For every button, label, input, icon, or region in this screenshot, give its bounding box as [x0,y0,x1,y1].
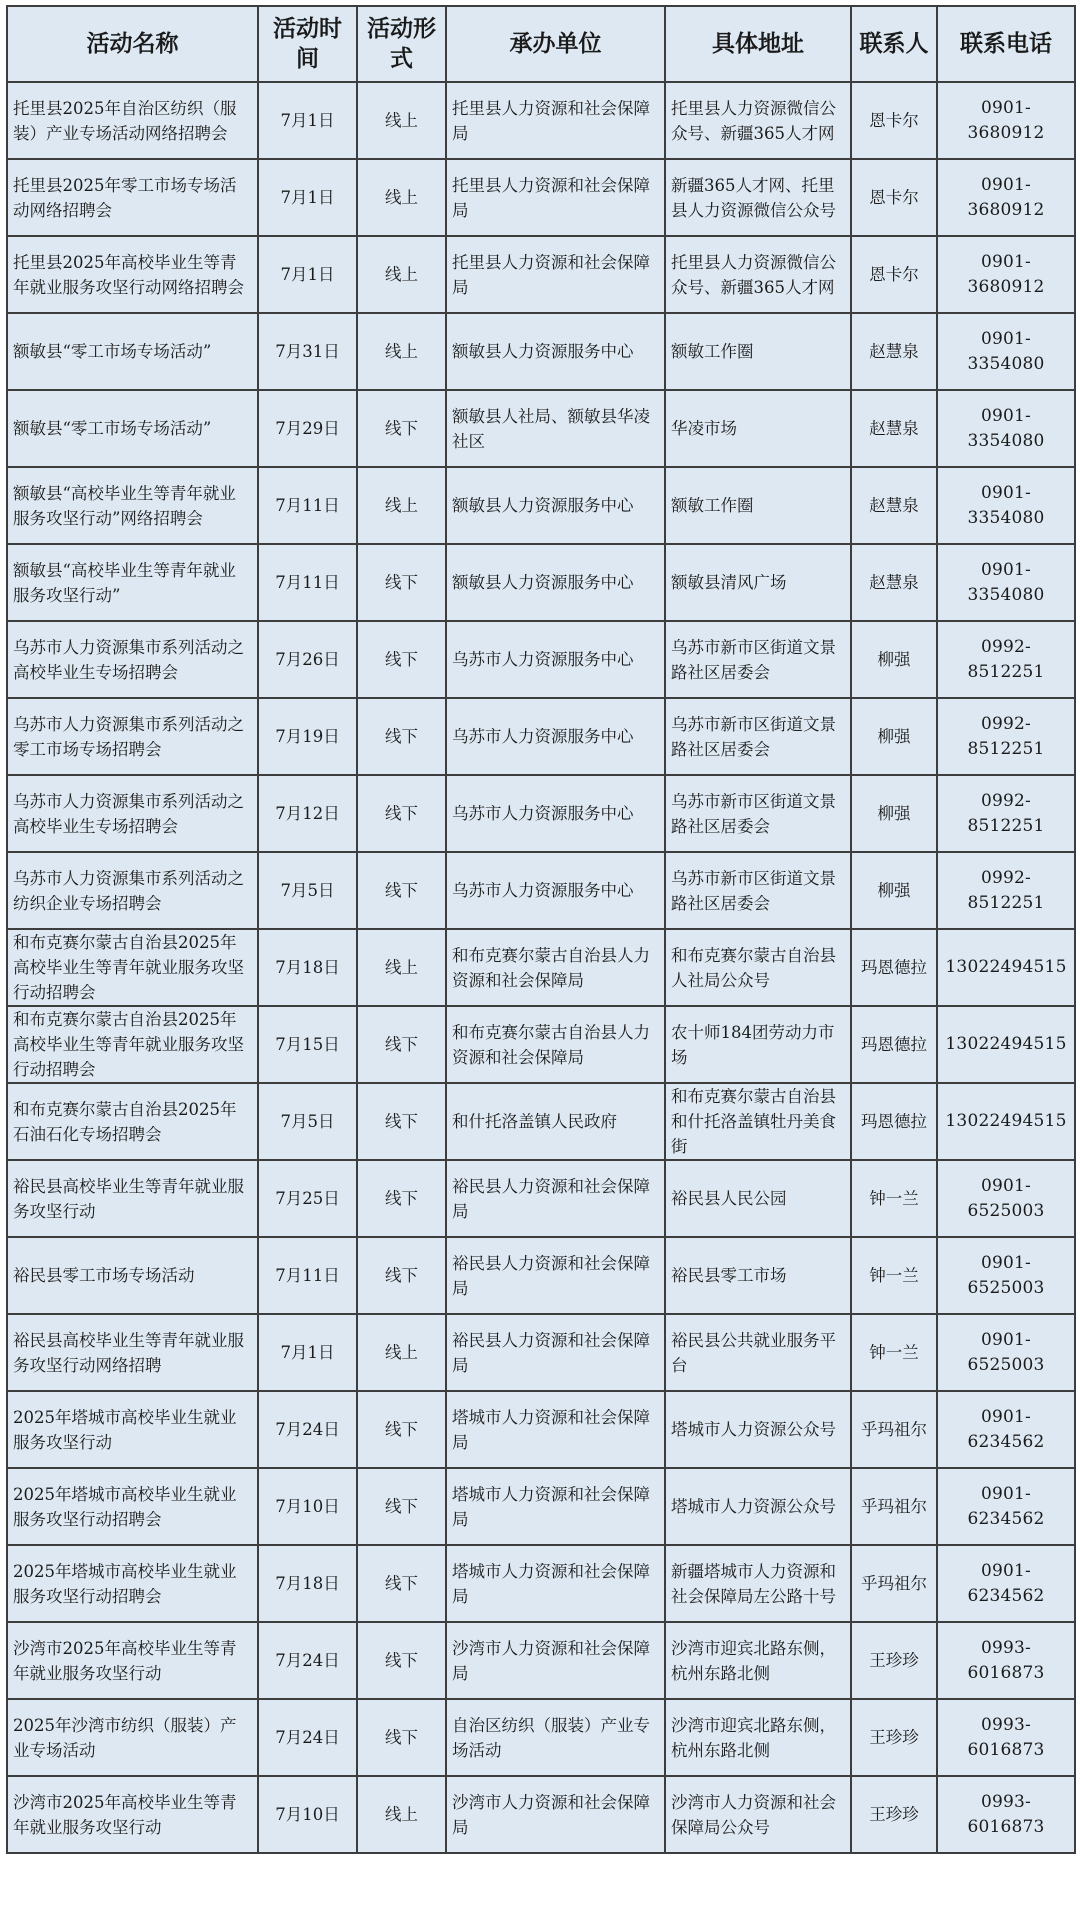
phone-cell: 0901-3354080 [937,544,1075,621]
table-row [7,698,1075,775]
phone-cell: 0992-8512251 [937,621,1075,698]
phone-cell: 0992-8512251 [937,852,1075,929]
table-row [7,929,1075,1006]
address-cell: 裕民县零工市场 [665,1237,851,1314]
header-activity-date: 活动时间 [258,6,357,82]
contact-cell: 赵慧泉 [851,467,937,544]
activity-name-cell: 额敏县“高校毕业生等青年就业服务攻坚行动” [7,544,258,621]
activity-mode-cell: 线上 [357,929,446,1006]
address-cell: 乌苏市新市区街道文景路社区居委会 [665,852,851,929]
contact-cell: 柳强 [851,698,937,775]
activity-name-cell: 2025年塔城市高校毕业生就业服务攻坚行动 [7,1391,258,1468]
phone-cell: 13022494515 [937,1006,1075,1083]
activity-date-cell: 7月24日 [258,1699,357,1776]
activity-mode-cell: 线下 [357,1006,446,1083]
activity-mode-cell: 线下 [357,698,446,775]
contact-cell: 恩卡尔 [851,236,937,313]
contact-cell: 柳强 [851,852,937,929]
activity-name-cell: 和布克赛尔蒙古自治县2025年高校毕业生等青年就业服务攻坚行动招聘会 [7,929,258,1006]
header-contact: 联系人 [851,6,937,82]
organizer-cell: 托里县人力资源和社会保障局 [446,82,665,159]
organizer-cell: 自治区纺织（服装）产业专场活动 [446,1699,665,1776]
activity-date-cell: 7月11日 [258,544,357,621]
table-row [7,467,1075,544]
organizer-cell: 托里县人力资源和社会保障局 [446,159,665,236]
table-row [7,1776,1075,1853]
activity-date-cell: 7月12日 [258,775,357,852]
organizer-cell: 塔城市人力资源和社会保障局 [446,1391,665,1468]
activity-mode-cell: 线上 [357,1776,446,1853]
activity-name-cell: 乌苏市人力资源集市系列活动之纺织企业专场招聘会 [7,852,258,929]
activity-mode-cell: 线上 [357,159,446,236]
activity-mode-cell: 线下 [357,1083,446,1160]
activity-date-cell: 7月25日 [258,1160,357,1237]
activity-name-cell: 沙湾市2025年高校毕业生等青年就业服务攻坚行动 [7,1622,258,1699]
contact-cell: 玛恩德拉 [851,1083,937,1160]
table-body [7,82,1075,1853]
phone-cell: 0992-8512251 [937,775,1075,852]
address-cell: 额敏工作圈 [665,313,851,390]
table-row [7,82,1075,159]
header-activity-name: 活动名称 [7,6,258,82]
table-row [7,313,1075,390]
header-organizer: 承办单位 [446,6,665,82]
organizer-cell: 沙湾市人力资源和社会保障局 [446,1776,665,1853]
phone-cell: 0901-6234562 [937,1391,1075,1468]
activity-name-cell: 乌苏市人力资源集市系列活动之零工市场专场招聘会 [7,698,258,775]
table-row [7,1622,1075,1699]
organizer-cell: 塔城市人力资源和社会保障局 [446,1545,665,1622]
contact-cell: 钟一兰 [851,1160,937,1237]
organizer-cell: 乌苏市人力资源服务中心 [446,775,665,852]
address-cell: 新疆塔城市人力资源和社会保障局左公路十号 [665,1545,851,1622]
activity-name-cell: 额敏县“零工市场专场活动” [7,390,258,467]
activity-date-cell: 7月1日 [258,159,357,236]
address-cell: 塔城市人力资源公众号 [665,1468,851,1545]
contact-cell: 赵慧泉 [851,544,937,621]
header-activity-mode: 活动形式 [357,6,446,82]
activity-name-cell: 2025年沙湾市纺织（服装）产业专场活动 [7,1699,258,1776]
activity-mode-cell: 线下 [357,1237,446,1314]
activity-mode-cell: 线下 [357,775,446,852]
activity-date-cell: 7月5日 [258,852,357,929]
activity-date-cell: 7月18日 [258,1545,357,1622]
activity-mode-cell: 线上 [357,1314,446,1391]
activity-date-cell: 7月10日 [258,1468,357,1545]
activity-date-cell: 7月1日 [258,82,357,159]
activity-mode-cell: 线上 [357,467,446,544]
activity-mode-cell: 线下 [357,1160,446,1237]
phone-cell: 0901-3680912 [937,236,1075,313]
address-cell: 沙湾市人力资源和社会保障局公众号 [665,1776,851,1853]
activity-name-cell: 乌苏市人力资源集市系列活动之高校毕业生专场招聘会 [7,775,258,852]
table-row [7,1699,1075,1776]
contact-cell: 赵慧泉 [851,390,937,467]
activity-mode-cell: 线上 [357,82,446,159]
activity-name-cell: 托里县2025年零工市场专场活动网络招聘会 [7,159,258,236]
organizer-cell: 乌苏市人力资源服务中心 [446,621,665,698]
activity-name-cell: 裕民县零工市场专场活动 [7,1237,258,1314]
table-row [7,621,1075,698]
document-page [6,5,1076,1854]
phone-cell: 0901-3354080 [937,390,1075,467]
table-row [7,1083,1075,1160]
organizer-cell: 裕民县人力资源和社会保障局 [446,1237,665,1314]
organizer-cell: 和布克赛尔蒙古自治县人力资源和社会保障局 [446,1006,665,1083]
table-row [7,236,1075,313]
organizer-cell: 额敏县人社局、额敏县华凌社区 [446,390,665,467]
address-cell: 塔城市人力资源公众号 [665,1391,851,1468]
organizer-cell: 额敏县人力资源服务中心 [446,467,665,544]
organizer-cell: 沙湾市人力资源和社会保障局 [446,1622,665,1699]
activity-name-cell: 2025年塔城市高校毕业生就业服务攻坚行动招聘会 [7,1468,258,1545]
activity-date-cell: 7月26日 [258,621,357,698]
address-cell: 华凌市场 [665,390,851,467]
activity-mode-cell: 线下 [357,852,446,929]
activity-name-cell: 额敏县“高校毕业生等青年就业服务攻坚行动”网络招聘会 [7,467,258,544]
activity-name-cell: 托里县2025年高校毕业生等青年就业服务攻坚行动网络招聘会 [7,236,258,313]
phone-cell: 0901-3680912 [937,159,1075,236]
phone-cell: 0901-6525003 [937,1237,1075,1314]
contact-cell: 钟一兰 [851,1237,937,1314]
table-row [7,159,1075,236]
table-row [7,852,1075,929]
organizer-cell: 乌苏市人力资源服务中心 [446,852,665,929]
activity-mode-cell: 线下 [357,1622,446,1699]
activity-name-cell: 和布克赛尔蒙古自治县2025年石油石化专场招聘会 [7,1083,258,1160]
address-cell: 裕民县人民公园 [665,1160,851,1237]
address-cell: 乌苏市新市区街道文景路社区居委会 [665,775,851,852]
address-cell: 和布克赛尔蒙古自治县和什托洛盖镇牡丹美食街 [665,1083,851,1160]
organizer-cell: 裕民县人力资源和社会保障局 [446,1160,665,1237]
table-row [7,1545,1075,1622]
contact-cell: 赵慧泉 [851,313,937,390]
activity-mode-cell: 线下 [357,390,446,467]
phone-cell: 0993-6016873 [937,1622,1075,1699]
activity-date-cell: 7月15日 [258,1006,357,1083]
activity-date-cell: 7月1日 [258,236,357,313]
activity-date-cell: 7月11日 [258,467,357,544]
organizer-cell: 裕民县人力资源和社会保障局 [446,1314,665,1391]
phone-cell: 0901-6234562 [937,1545,1075,1622]
contact-cell: 王珍珍 [851,1776,937,1853]
address-cell: 沙湾市迎宾北路东侧，杭州东路北侧 [665,1622,851,1699]
address-cell: 托里县人力资源微信公众号、新疆365人才网 [665,236,851,313]
address-cell: 农十师184团劳动力市场 [665,1006,851,1083]
contact-cell: 恩卡尔 [851,159,937,236]
table-row [7,1314,1075,1391]
contact-cell: 钟一兰 [851,1314,937,1391]
activity-mode-cell: 线上 [357,313,446,390]
activity-name-cell: 额敏县“零工市场专场活动” [7,313,258,390]
address-cell: 裕民县公共就业服务平台 [665,1314,851,1391]
table-row [7,1237,1075,1314]
contact-cell: 乎玛祖尔 [851,1468,937,1545]
activity-name-cell: 和布克赛尔蒙古自治县2025年高校毕业生等青年就业服务攻坚行动招聘会 [7,1006,258,1083]
phone-cell: 0901-6234562 [937,1468,1075,1545]
activity-date-cell: 7月10日 [258,1776,357,1853]
organizer-cell: 乌苏市人力资源服务中心 [446,698,665,775]
contact-cell: 柳强 [851,775,937,852]
contact-cell: 柳强 [851,621,937,698]
phone-cell: 13022494515 [937,1083,1075,1160]
activity-date-cell: 7月1日 [258,1314,357,1391]
address-cell: 额敏工作圈 [665,467,851,544]
phone-cell: 0901-6525003 [937,1160,1075,1237]
activity-mode-cell: 线下 [357,1545,446,1622]
activity-name-cell: 裕民县高校毕业生等青年就业服务攻坚行动网络招聘 [7,1314,258,1391]
activity-mode-cell: 线下 [357,1699,446,1776]
table-row [7,775,1075,852]
activity-mode-cell: 线下 [357,544,446,621]
header-phone: 联系电话 [937,6,1075,82]
phone-cell: 0901-3354080 [937,313,1075,390]
organizer-cell: 托里县人力资源和社会保障局 [446,236,665,313]
table-row [7,1468,1075,1545]
address-cell: 和布克赛尔蒙古自治县人社局公众号 [665,929,851,1006]
activity-name-cell: 裕民县高校毕业生等青年就业服务攻坚行动 [7,1160,258,1237]
activity-mode-cell: 线下 [357,1391,446,1468]
table-row [7,1006,1075,1083]
activity-name-cell: 沙湾市2025年高校毕业生等青年就业服务攻坚行动 [7,1776,258,1853]
activity-date-cell: 7月19日 [258,698,357,775]
activity-mode-cell: 线下 [357,1468,446,1545]
phone-cell: 0901-6525003 [937,1314,1075,1391]
phone-cell: 13022494515 [937,929,1075,1006]
phone-cell: 0992-8512251 [937,698,1075,775]
organizer-cell: 额敏县人力资源服务中心 [446,544,665,621]
activity-mode-cell: 线上 [357,236,446,313]
table-row [7,1391,1075,1468]
contact-cell: 王珍珍 [851,1699,937,1776]
address-cell: 新疆365人才网、托里县人力资源微信公众号 [665,159,851,236]
contact-cell: 乎玛祖尔 [851,1545,937,1622]
phone-cell: 0901-3354080 [937,467,1075,544]
activity-date-cell: 7月24日 [258,1391,357,1468]
activity-date-cell: 7月29日 [258,390,357,467]
table-row [7,544,1075,621]
table-row [7,390,1075,467]
contact-cell: 玛恩德拉 [851,929,937,1006]
activity-mode-cell: 线下 [357,621,446,698]
activity-name-cell: 2025年塔城市高校毕业生就业服务攻坚行动招聘会 [7,1545,258,1622]
activity-date-cell: 7月11日 [258,1237,357,1314]
activity-name-cell: 乌苏市人力资源集市系列活动之高校毕业生专场招聘会 [7,621,258,698]
organizer-cell: 额敏县人力资源服务中心 [446,313,665,390]
address-cell: 额敏县清风广场 [665,544,851,621]
table-header [7,6,1075,82]
address-cell: 乌苏市新市区街道文景路社区居委会 [665,698,851,775]
phone-cell: 0993-6016873 [937,1699,1075,1776]
contact-cell: 恩卡尔 [851,82,937,159]
address-cell: 乌苏市新市区街道文景路社区居委会 [665,621,851,698]
organizer-cell: 塔城市人力资源和社会保障局 [446,1468,665,1545]
header-row [7,6,1075,82]
activity-table [6,5,1076,1854]
activity-date-cell: 7月24日 [258,1622,357,1699]
address-cell: 托里县人力资源微信公众号、新疆365人才网 [665,82,851,159]
organizer-cell: 和布克赛尔蒙古自治县人力资源和社会保障局 [446,929,665,1006]
contact-cell: 王珍珍 [851,1622,937,1699]
phone-cell: 0901-3680912 [937,82,1075,159]
table-row [7,1160,1075,1237]
contact-cell: 玛恩德拉 [851,1006,937,1083]
activity-name-cell: 托里县2025年自治区纺织（服装）产业专场活动网络招聘会 [7,82,258,159]
activity-date-cell: 7月5日 [258,1083,357,1160]
organizer-cell: 和什托洛盖镇人民政府 [446,1083,665,1160]
address-cell: 沙湾市迎宾北路东侧，杭州东路北侧 [665,1699,851,1776]
activity-date-cell: 7月18日 [258,929,357,1006]
header-address: 具体地址 [665,6,851,82]
activity-date-cell: 7月31日 [258,313,357,390]
contact-cell: 乎玛祖尔 [851,1391,937,1468]
phone-cell: 0993-6016873 [937,1776,1075,1853]
